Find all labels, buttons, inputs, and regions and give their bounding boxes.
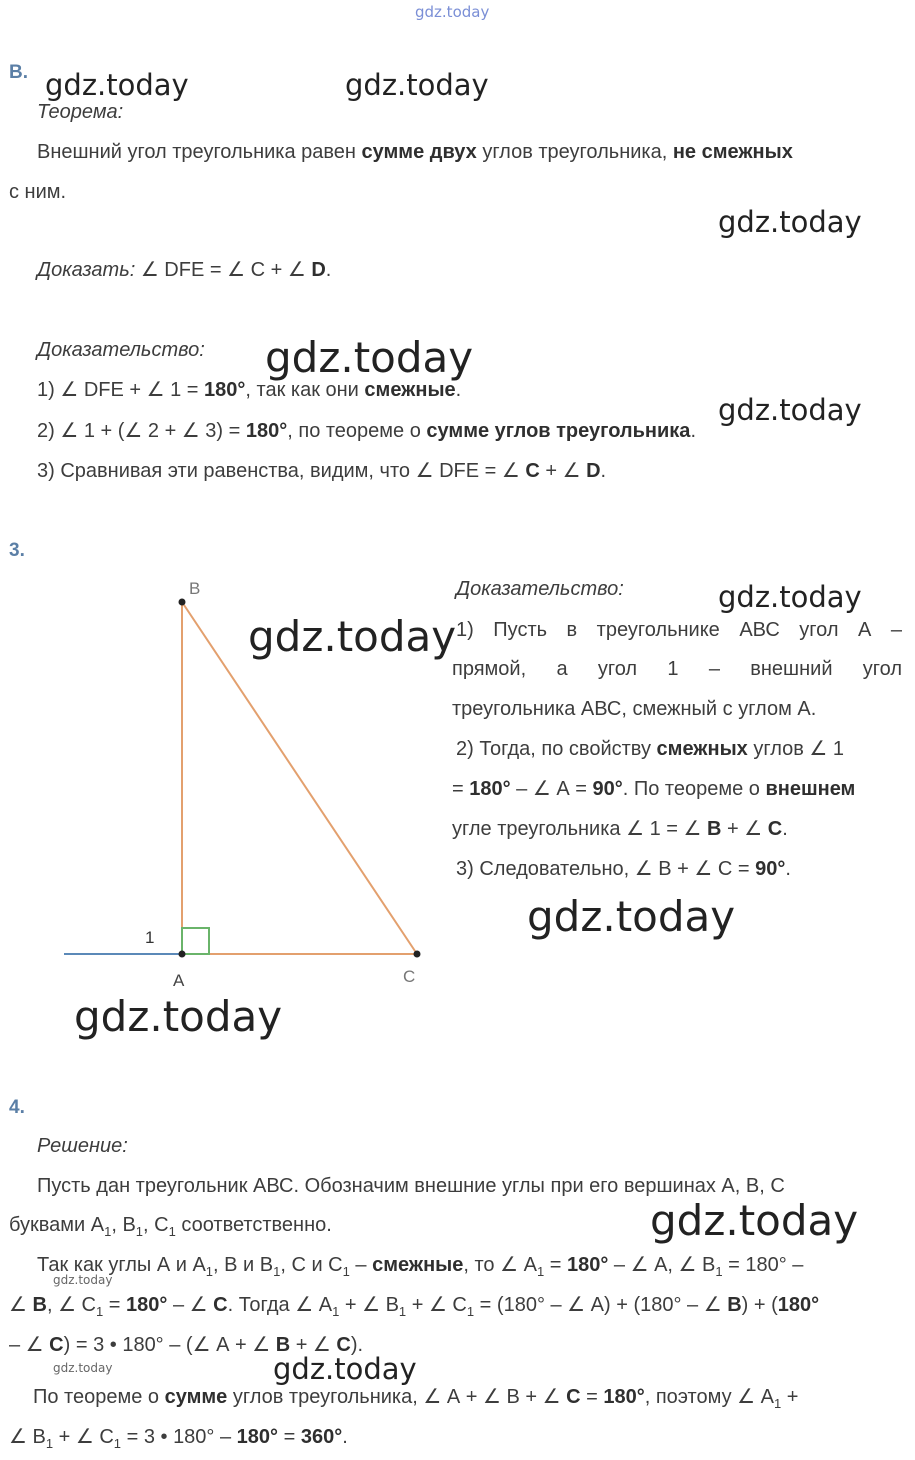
theorem-title: Теорема:	[37, 101, 124, 123]
proof-step-2: 2) ∠ 1 + (∠ 2 + ∠ 3) = 180°, по теореме о сумме углов треугольника.	[37, 420, 696, 442]
proof-line: угле треугольника ∠ 1 = ∠ B + ∠ C.	[452, 818, 788, 840]
solution-line: ∠ $В_1$ + ∠ $С_1 = 3$ • 180° – 180° = 360°.	[9, 1426, 348, 1451]
prove-statement: Доказать: ∠ DFE = ∠ C + ∠ D.	[37, 259, 332, 281]
proof-line: 3) Следовательно, ∠ B + ∠ C = 90°.	[456, 858, 791, 880]
right-angle-mark	[182, 928, 209, 954]
watermark: gdz.today	[45, 68, 189, 102]
label-b: B	[189, 579, 201, 598]
watermark: gdz.today	[53, 1361, 113, 1375]
solution-line: Так как углы А и $А_1$, В и $В_1$, С и $С_1$ – смежные, то ∠ $А_1 = 180^\circ$ – ∠ А, ∠ $В_1 = 180^\circ$ –	[37, 1254, 804, 1279]
proof-line: 2) Тогда, по свойству смежных углов ∠ 1	[456, 738, 845, 760]
solution-line: ∠ В, ∠ $С_1 = 180^\circ$ – ∠ С. Тогда ∠ $А_1$ + ∠ $В_1$ + ∠ $С_1 = (180^\circ$ – ∠ А) + (180° – ∠ В) + (180°	[9, 1294, 820, 1319]
label-1: 1	[145, 928, 155, 947]
watermark: gdz.today	[718, 580, 862, 614]
watermark: gdz.today	[273, 1352, 417, 1386]
triangle-diagram	[0, 570, 450, 1000]
solution-line: Пусть дан треугольник АВС. Обозначим внешние углы при его вершинах А, В, С	[37, 1175, 785, 1197]
section-number: 4.	[9, 1097, 25, 1118]
proof-line: = 180° – ∠ А = 90°. По теореме о внешнем	[452, 778, 856, 800]
section-number: 3.	[9, 540, 25, 561]
section-number: В.	[9, 62, 28, 83]
watermark: gdz.today	[74, 992, 283, 1041]
vertex-a	[179, 951, 186, 958]
theorem-text: Внешний угол треугольника равен сумме двух углов треугольника, не смежных	[37, 141, 793, 163]
proof-title: Доказательство:	[456, 578, 624, 600]
proof-line: прямой, а угол 1 – внешний угол	[452, 658, 902, 680]
theorem-text-cont: с ним.	[9, 181, 67, 203]
solution-line: По теореме о сумме углов треугольника, ∠ А + ∠ В + ∠ С = 180°, поэтому ∠ $А_1$ +	[33, 1386, 799, 1411]
watermark: gdz.today	[718, 205, 862, 239]
proof-line: 1) Пусть в треугольнике АВС угол А –	[456, 619, 902, 641]
proof-title: Доказательство:	[37, 339, 205, 361]
solution-line: буквами $А_1$, $B_1$, $C_1$ соответственно.	[9, 1214, 332, 1239]
side-bc	[182, 602, 417, 954]
watermark: gdz.today	[650, 1196, 859, 1245]
solution-title: Решение:	[37, 1135, 128, 1157]
watermark: gdz.today	[248, 612, 457, 661]
vertex-b	[179, 599, 186, 606]
watermark: gdz.today	[718, 393, 862, 427]
watermark: gdz.today	[527, 892, 736, 941]
watermark: gdz.today	[345, 68, 489, 102]
proof-line: треугольника АВС, смежный с углом А.	[452, 698, 817, 720]
watermark: gdz.today	[265, 333, 474, 382]
watermark: gdz.today	[53, 1273, 113, 1287]
watermark: gdz.today	[415, 3, 490, 21]
label-c: C	[403, 967, 416, 986]
vertex-c	[414, 951, 421, 958]
solution-line: – ∠ С) = 3 • 180° – (∠ А + ∠ В + ∠ С).	[9, 1334, 364, 1356]
label-a: A	[173, 971, 185, 990]
proof-step-3: 3) Сравнивая эти равенства, видим, что ∠ DFE = ∠ C + ∠ D.	[37, 460, 607, 482]
proof-step-1: 1) ∠ DFE + ∠ 1 = 180°, так как они смежные.	[37, 379, 462, 401]
